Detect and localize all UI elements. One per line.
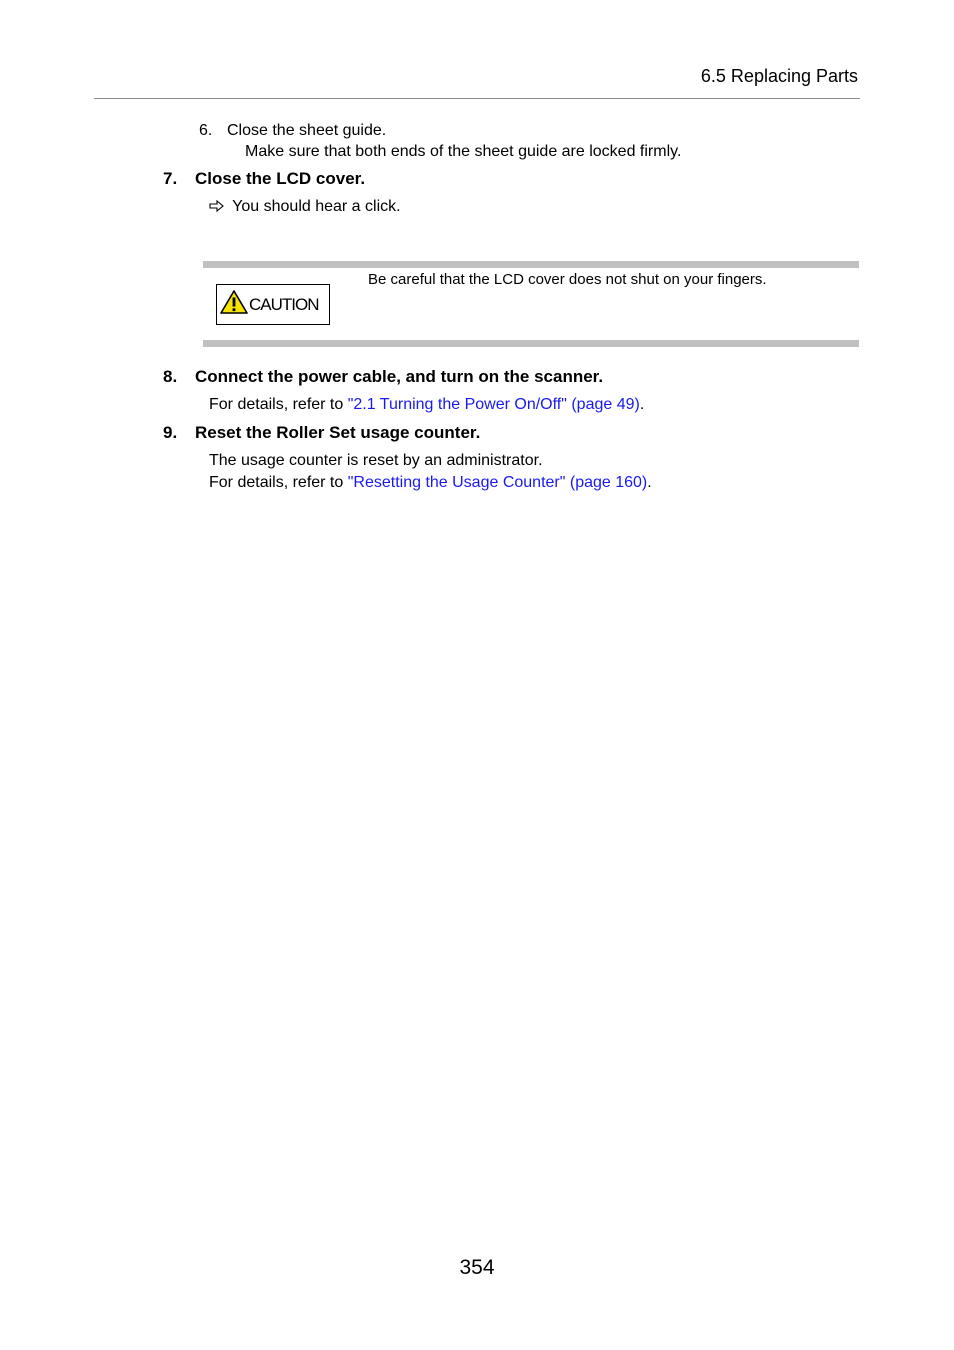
step-8-detail	[209, 396, 644, 414]
link-resetting-usage-counter[interactable]: "Resetting the Usage Counter" (page 160)	[347, 474, 648, 491]
step-8-detail-prefix: For details, refer to	[209, 396, 348, 413]
step-9-detail	[209, 474, 652, 492]
header-divider	[94, 98, 860, 99]
result-arrow-icon	[209, 198, 229, 215]
caution-badge	[216, 284, 330, 325]
step-7-title: Close the LCD cover.	[195, 169, 366, 188]
substep-6-note: Make sure that both ends of the sheet guide are locked firmly.	[245, 143, 682, 160]
step-7-result	[209, 198, 401, 216]
step-9-title: Reset the Roller Set usage counter.	[195, 423, 481, 442]
substep-6-text: Close the sheet guide.	[227, 122, 387, 139]
page-number: 354	[459, 1256, 495, 1279]
step-8-detail-suffix: .	[639, 396, 645, 413]
warning-triangle-icon	[220, 289, 248, 320]
step-8-number: 8.	[163, 367, 178, 386]
step-9-number: 9.	[163, 423, 178, 442]
caution-label: CAUTION	[249, 294, 319, 314]
link-turning-power-on-off[interactable]: "2.1 Turning the Power On/Off" (page 49)	[347, 396, 640, 413]
step-7-number: 7.	[163, 169, 178, 188]
substep-6-number: 6.	[199, 122, 213, 139]
step-9-detail-prefix: For details, refer to	[209, 474, 348, 491]
caution-text: Be careful that the LCD cover does not shut on your fingers.	[368, 271, 767, 288]
caution-top-bar	[203, 261, 859, 268]
step-8-title: Connect the power cable, and turn on the scanner.	[195, 367, 604, 386]
caution-bottom-bar	[203, 340, 859, 347]
step-9-line1: The usage counter is reset by an administrator.	[209, 452, 543, 469]
section-title: 6.5 Replacing Parts	[700, 66, 858, 86]
step-7-result-text: You should hear a click.	[232, 198, 401, 215]
step-9-detail-suffix: .	[647, 474, 652, 491]
